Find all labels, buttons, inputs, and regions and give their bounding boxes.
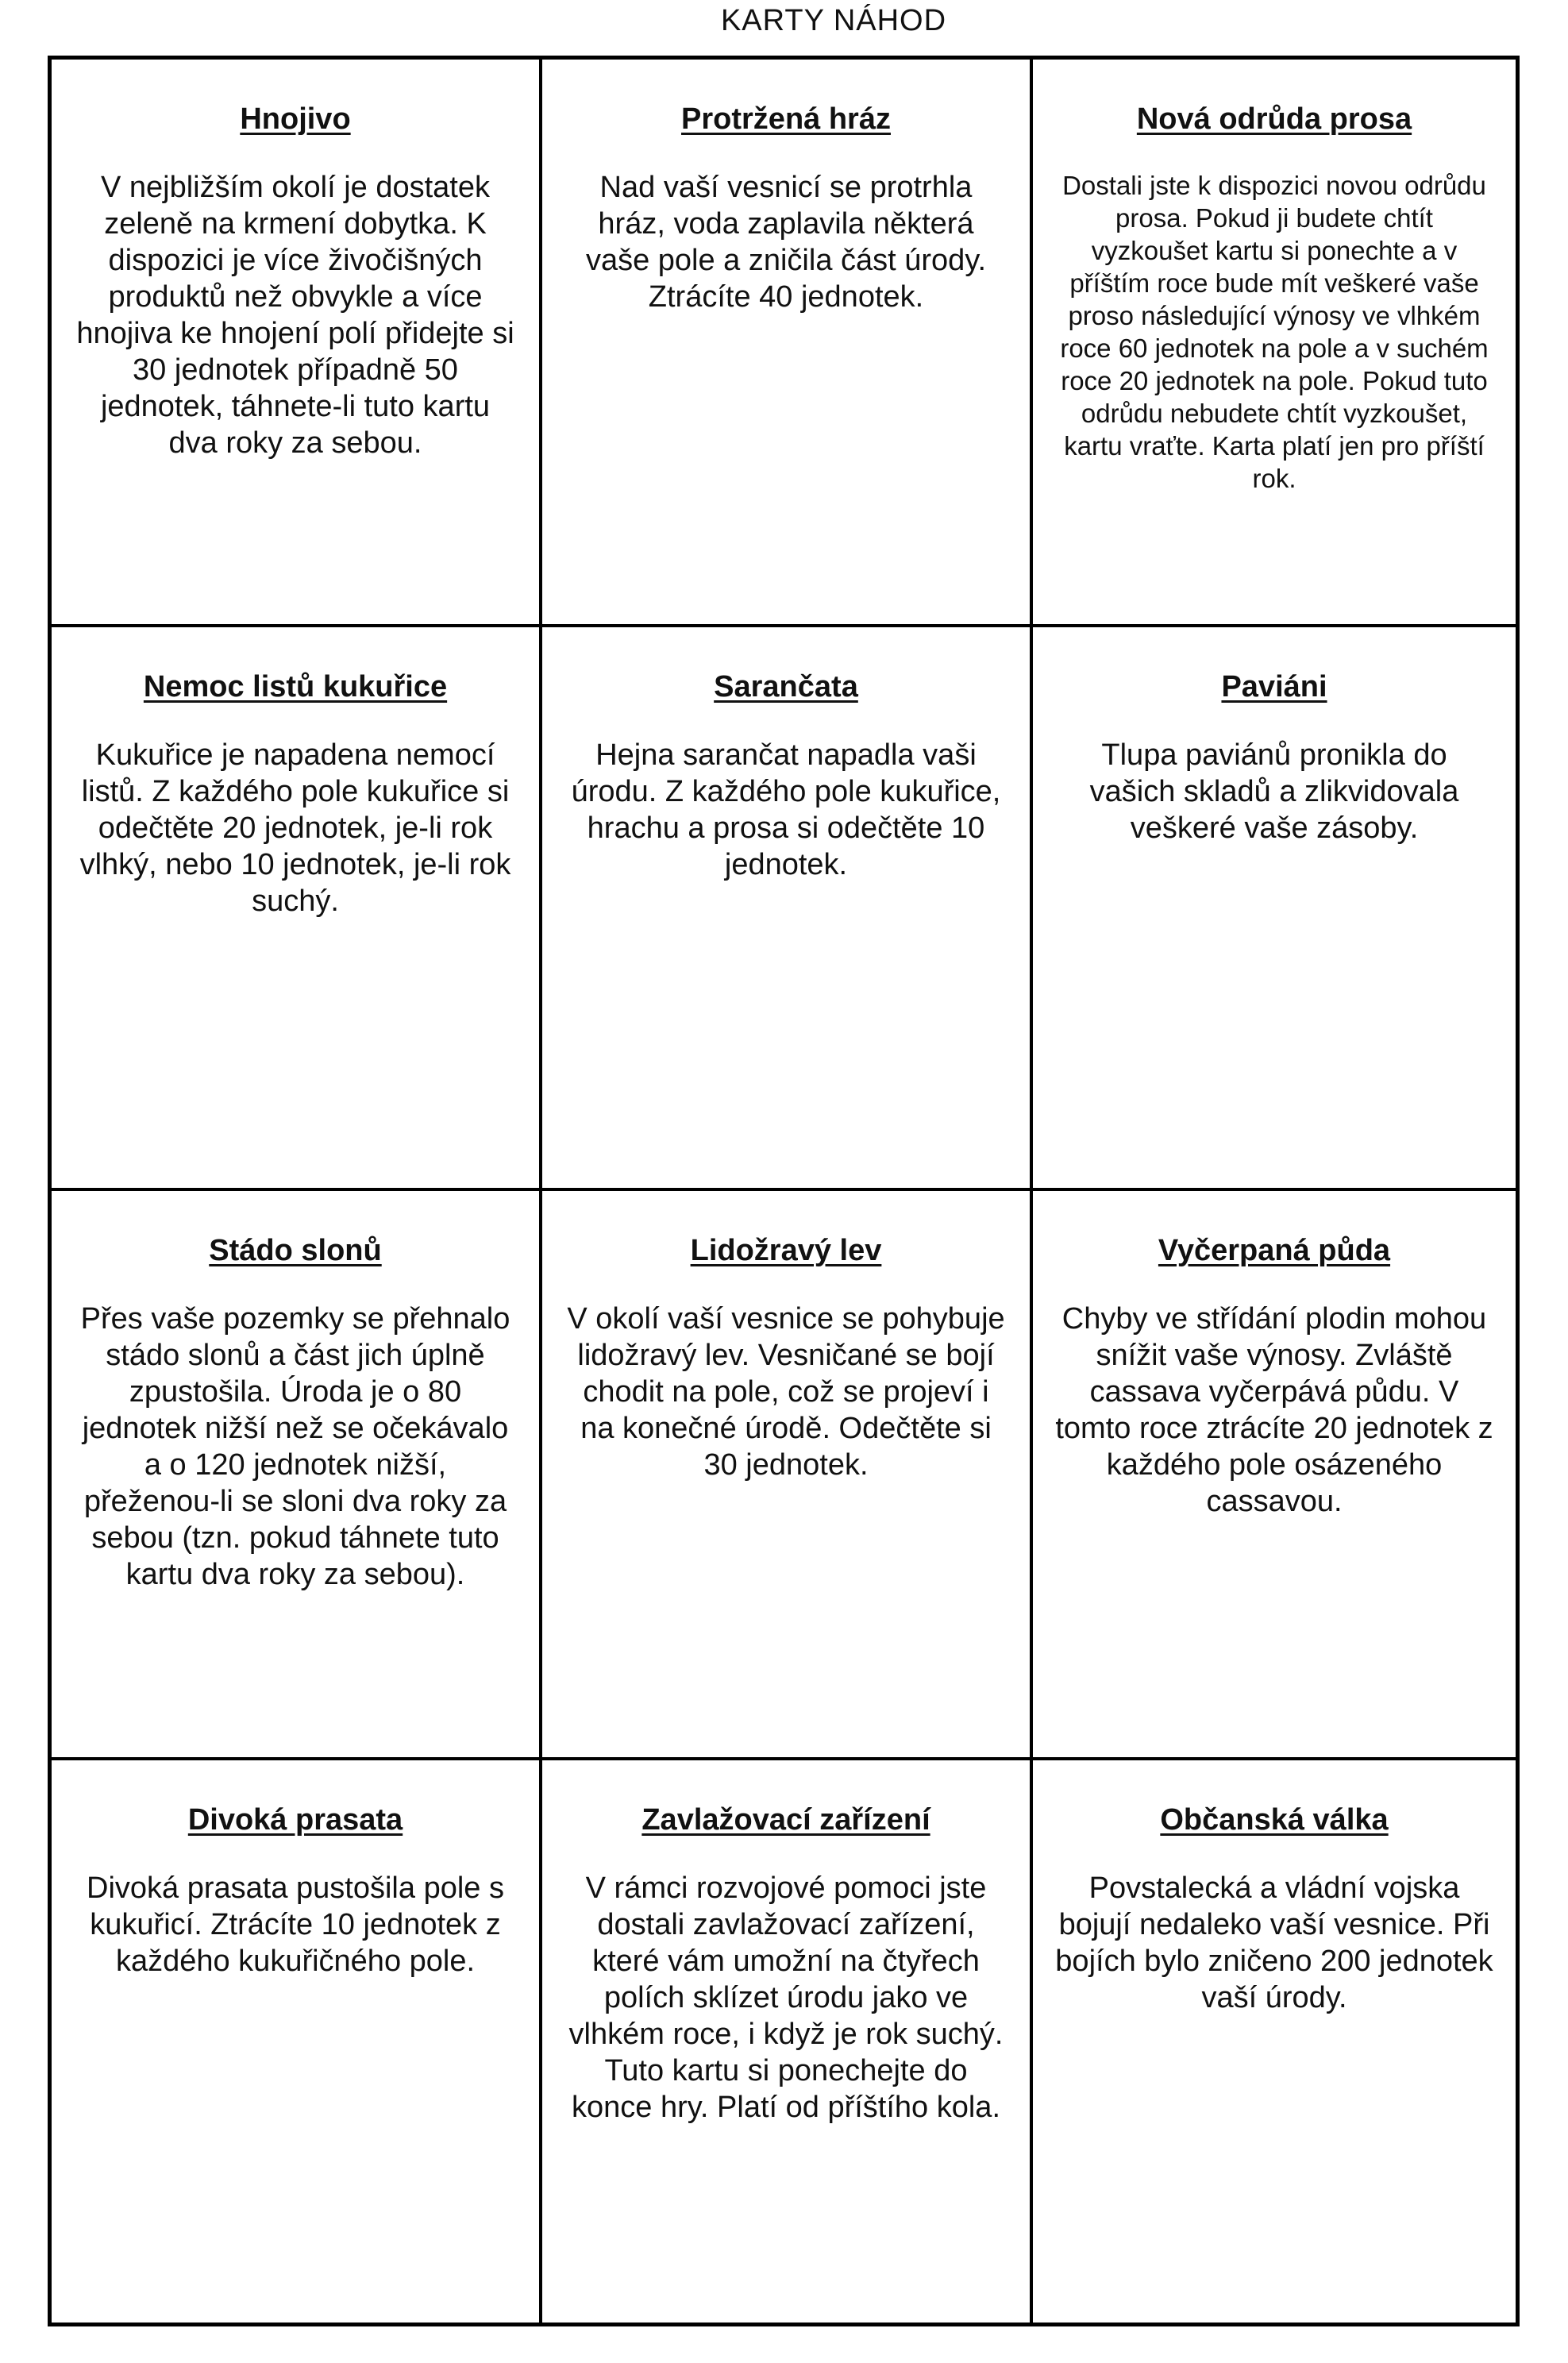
card-paviani bbox=[1033, 627, 1516, 1191]
card-text: Dostali jste k dispozici novou odrůdu prosa. Pokud ji budete chtít vyzkoušet kartu si ponechte a v příštím roce bude mít veškeré vaše proso následující výnosy ve vlhkém roce 60 jednotek na pole a v suchém roce 20 jednotek na pole. Pokud tuto odrůdu nebudete chtít vyzkoušet, kartu vraťte. Karta platí jen pro příští rok. bbox=[1060, 171, 1489, 493]
card-title: Stádo slonů bbox=[209, 1234, 382, 1267]
card-title: Paviáni bbox=[1221, 670, 1327, 704]
card-title: Protržená hráz bbox=[681, 102, 891, 136]
card-vycerpana-puda bbox=[1033, 1191, 1516, 1760]
card-title: Zavlažovací zařízení bbox=[641, 1803, 930, 1837]
card-grid bbox=[48, 56, 1520, 2326]
card-protrzena-hraz bbox=[542, 60, 1033, 627]
card-text: V rámci rozvojové pomoci jste dostali zavlažovací zařízení, které vám umožní na čtyřech polích sklízet úrodu jako ve vlhkém roce, i když je rok suchý. Tuto kartu si ponechejte do konce hry. Platí od příštího kola. bbox=[568, 1872, 1004, 2124]
card-text: Povstalecká a vládní vojska bojují nedaleko vaší vesnice. Při bojích bylo zničeno 200 jednotek vaší úrody. bbox=[1055, 1872, 1493, 2014]
card-nova-odruda-prosa bbox=[1033, 60, 1516, 627]
card-text: Přes vaše pozemky se přehnalo stádo slonů a část jich úplně zpustošila. Úroda je o 80 jednotek nižší než se očekávalo a o 120 jednotek nižší, přeženou-li se sloni dva roky za sebou (tzn. pokud táhnete tuto kartu dva roky za sebou). bbox=[80, 1302, 510, 1591]
card-obcanska-valka bbox=[1033, 1760, 1516, 2323]
card-text: V okolí vaší vesnice se pohybuje lidožravý lev. Vesničané se bojí chodit na pole, což se projeví i na konečné úrodě. Odečtěte si 30 jednotek. bbox=[567, 1302, 1005, 1482]
card-text: Nad vaší vesnicí se protrhla hráz, voda zaplavila některá vaše pole a zničila část úrody. Ztrácíte 40 jednotek. bbox=[585, 171, 987, 314]
card-nemoc-listu-kukurice bbox=[52, 627, 542, 1191]
card-title: Nemoc listů kukuřice bbox=[143, 670, 448, 704]
card-text: Tlupa paviánů pronikla do vašich skladů a zlikvidovala veškeré vaše zásoby. bbox=[1089, 738, 1459, 845]
card-title: Divoká prasata bbox=[187, 1803, 403, 1837]
card-lidozravy-lev bbox=[542, 1191, 1033, 1760]
page-title: KARTY NÁHOD bbox=[720, 4, 947, 37]
card-title: Lidožravý lev bbox=[690, 1234, 882, 1267]
card-zavlazovaci-zarizeni bbox=[542, 1760, 1033, 2323]
card-text: Kukuřice je napadena nemocí listů. Z každého pole kukuřice si odečtěte 20 jednotek, je-li rok vlhký, nebo 10 jednotek, je-li rok suchý. bbox=[79, 738, 511, 918]
card-text: V nejbližším okolí je dostatek zeleně na krmení dobytka. K dispozici je více živočišných produktů než obvykle a více hnojiva ke hnojení polí přidejte si 30 jednotek případně 50 jednotek, táhnete-li tuto kartu dva roky za sebou. bbox=[76, 171, 514, 460]
card-text: Chyby ve střídání plodin mohou snížit vaše výnosy. Zvláště cassava vyčerpává půdu. V tomto roce ztrácíte 20 jednotek z každého pole osázeného cassavou. bbox=[1055, 1302, 1493, 1518]
card-stado-slonu bbox=[52, 1191, 542, 1760]
card-sarancata bbox=[542, 627, 1033, 1191]
card-text: Divoká prasata pustošila pole s kukuřicí. Ztrácíte 10 jednotek z každého kukuřičného pole. bbox=[87, 1872, 504, 1978]
card-title: Hnojivo bbox=[240, 102, 351, 136]
card-hnojivo bbox=[52, 60, 542, 627]
card-divoka-prasata bbox=[52, 1760, 542, 2323]
card-title: Občanská válka bbox=[1160, 1803, 1389, 1837]
card-title: Vyčerpaná půda bbox=[1158, 1234, 1391, 1267]
card-title: Nová odrůda prosa bbox=[1136, 102, 1412, 136]
card-title: Sarančata bbox=[714, 670, 858, 704]
card-text: Hejna sarančat napadla vaši úrodu. Z každého pole kukuřice, hrachu a prosa si odečtěte 10 jednotek. bbox=[571, 738, 1001, 881]
